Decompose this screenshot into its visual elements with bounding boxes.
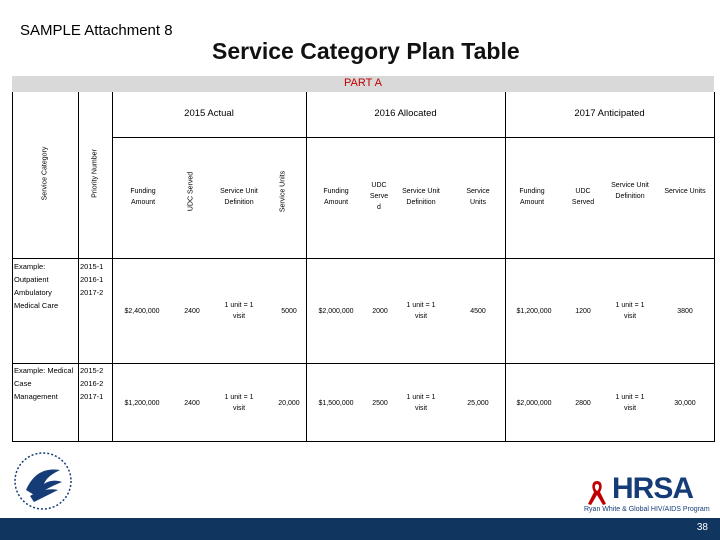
service-unit-definition: 1 unit = 1 visit: [224, 302, 254, 320]
udc-served: 2000: [372, 308, 388, 315]
header-2017-udc-served: UDC Served: [571, 188, 595, 206]
row-priority: 2016-1: [80, 275, 104, 284]
hrsa-logo: [568, 472, 718, 518]
header-2016-funding: Funding Amount: [323, 188, 349, 206]
header-2016-udc-served: UDC Serve d: [369, 182, 389, 211]
header-2015-actual: 2015 Actual: [184, 108, 234, 119]
service-units: 30,000: [674, 400, 696, 407]
header-2015-funding: Funding Amount: [130, 188, 156, 206]
hrsa-subtitle: Ryan White & Global HIV/AIDS Program: [584, 506, 710, 513]
red-ribbon-icon: [582, 478, 612, 508]
header-2017-funding: Funding Amount: [519, 188, 545, 206]
header-2017-anticipated: 2017 Anticipated: [574, 108, 645, 119]
hrsa-wordmark: HRSA: [612, 472, 694, 505]
row-priority: 2016-2: [80, 379, 104, 388]
row-priority: 2017-1: [80, 392, 104, 401]
row-priority: 2015-1: [80, 262, 104, 271]
funding-amount: $2,400,000: [124, 308, 160, 315]
footer-bar: [0, 518, 720, 540]
part-a-banner: [12, 76, 714, 92]
funding-amount: $1,200,000: [516, 308, 552, 315]
service-units: 5000: [281, 308, 297, 315]
row-priority: 2017-2: [80, 288, 104, 297]
row-category: Example: Outpatient Ambulatory Medical Care: [14, 262, 59, 310]
header-service-category: Service Category: [41, 146, 49, 201]
header-2017-definition: Service Unit Definition: [611, 182, 649, 200]
page-title: Service Category Plan Table: [212, 38, 520, 64]
service-unit-definition: 1 unit = 1 visit: [406, 394, 436, 412]
service-unit-definition: 1 unit = 1 visit: [615, 394, 645, 412]
header-2015-units: Service Units: [279, 170, 287, 213]
udc-served: 2400: [184, 400, 200, 407]
service-units: 4500: [470, 308, 486, 315]
page-number: 38: [696, 522, 708, 533]
header-2016-definition: Service Unit Definition: [402, 188, 440, 206]
sample-attachment-label: SAMPLE Attachment 8: [20, 22, 173, 39]
header-2016-allocated: 2016 Allocated: [374, 108, 437, 119]
header-2015-definition: Service Unit Definition: [220, 188, 258, 206]
funding-amount: $1,200,000: [124, 400, 160, 407]
row-category: Example: Medical Case Management: [14, 366, 74, 401]
udc-served: 2800: [575, 400, 591, 407]
service-units: 3800: [677, 308, 693, 315]
udc-served: 2500: [372, 400, 388, 407]
part-a-label: PART A: [344, 77, 382, 89]
service-unit-definition: 1 unit = 1 visit: [224, 394, 254, 412]
service-units: 20,000: [278, 400, 300, 407]
header-priority-number: Priority Number: [91, 149, 99, 198]
header-2016-units: Service Units: [466, 188, 490, 206]
funding-amount: $1,500,000: [318, 400, 354, 407]
funding-amount: $2,000,000: [318, 308, 354, 315]
udc-served: 1200: [575, 308, 591, 315]
service-unit-definition: 1 unit = 1 visit: [615, 302, 645, 320]
service-unit-definition: 1 unit = 1 visit: [406, 302, 436, 320]
hhs-logo: [10, 450, 76, 517]
row-priority: 2015-2: [80, 366, 104, 375]
udc-served: 2400: [184, 308, 200, 315]
header-2017-units: Service Units: [664, 188, 706, 195]
service-units: 25,000: [467, 400, 489, 407]
funding-amount: $2,000,000: [516, 400, 552, 407]
header-2015-udc-served: UDC Served: [187, 171, 195, 212]
